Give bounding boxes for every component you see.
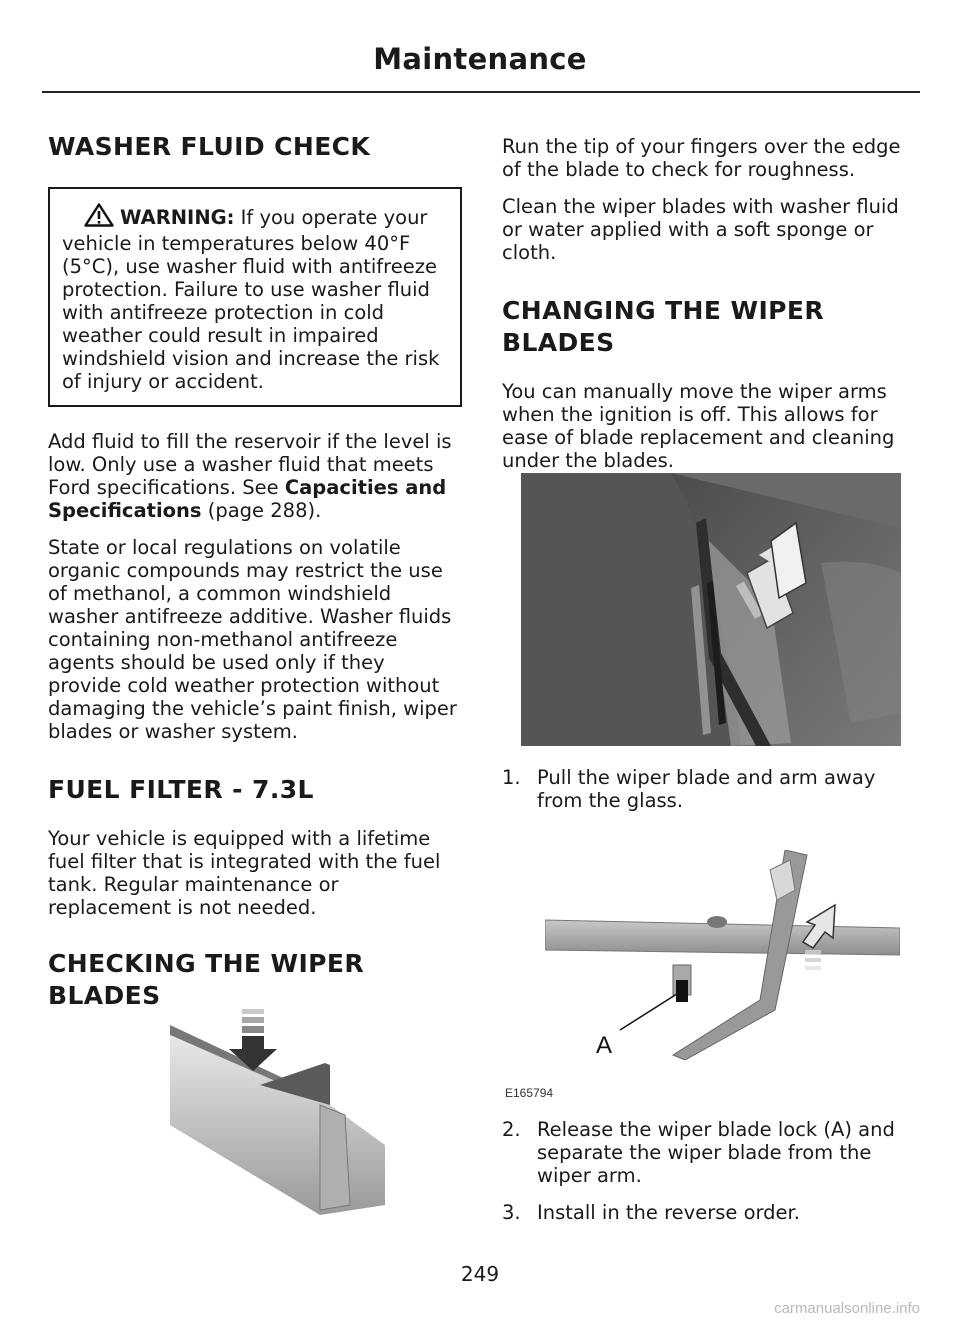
add-fluid-paragraph bbox=[48, 430, 463, 522]
capacities-link[interactable]: Capacities and Specifications bbox=[48, 476, 447, 522]
step-number: 3. bbox=[502, 1201, 521, 1224]
roughness-paragraph: Run the tip of your fingers over the edge of the blade to check for roughness. bbox=[502, 135, 901, 181]
step-text: Pull the wiper blade and arm away from the glass. bbox=[537, 766, 876, 812]
washer-fluid-heading: WASHER FLUID CHECK bbox=[48, 132, 371, 161]
fuel-filter-heading: FUEL FILTER - 7.3L bbox=[48, 775, 314, 804]
fuel-filter-paragraph: Your vehicle is equipped with a lifetime fuel filter that is integrated with the fuel tank. Regular maintenance or replacement is not needed. bbox=[48, 827, 441, 919]
title-rule bbox=[42, 91, 920, 93]
figure-id-label: E165794 bbox=[505, 1086, 554, 1100]
regulations-paragraph: State or local regulations on volatile organic compounds may restrict the use of methanol, a common windshield washer antifreeze additive. Washer fluids containing non-methanol antifreeze agents should be used only if they provide cold weather protection without damaging the vehicle’s paint finish, wiper blades or washer system. bbox=[48, 536, 457, 743]
warning-label: WARNING: bbox=[120, 206, 235, 229]
checking-heading-line1: CHECKING THE WIPER bbox=[48, 949, 365, 978]
step-item bbox=[502, 1118, 917, 1187]
step-text: Install in the reverse order. bbox=[537, 1201, 800, 1224]
warning-text: If you operate your vehicle in temperatures below 40°F (5°C), use washer fluid with antifreeze protection. Failure to use washer fluid with antifreeze protection in cold weather could result in impaired windshield vision and increase the risk of injury or accident. bbox=[62, 206, 440, 393]
callout-a-label: A bbox=[596, 1032, 613, 1059]
left-column bbox=[48, 132, 463, 1011]
changing-heading-line1: CHANGING THE WIPER bbox=[502, 296, 824, 325]
page-number: 249 bbox=[460, 1262, 500, 1286]
warning-triangle-icon bbox=[84, 203, 114, 232]
steps-2-3-block bbox=[502, 1118, 917, 1224]
step-item bbox=[502, 1201, 917, 1224]
step-item bbox=[502, 766, 917, 812]
changing-heading-line2: BLADES bbox=[502, 328, 615, 357]
clean-blades-paragraph: Clean the wiper blades with washer fluid or water applied with a soft sponge or cloth. bbox=[502, 195, 899, 264]
checking-heading-line2: BLADES bbox=[48, 981, 161, 1010]
add-fluid-text: Add fluid to fill the reservoir if the level is low. Only use a washer fluid that meets Ford specifications. See bbox=[48, 430, 452, 499]
right-column bbox=[502, 135, 917, 472]
page-title: Maintenance bbox=[373, 42, 587, 76]
wiper-blade-lock-figure bbox=[545, 850, 900, 1060]
add-fluid-suffix: (page 288). bbox=[201, 499, 322, 522]
wiper-arm-pull-figure bbox=[521, 473, 901, 746]
wiper-blade-check-figure bbox=[170, 1005, 390, 1215]
step-number: 1. bbox=[502, 766, 521, 789]
step-number: 2. bbox=[502, 1118, 521, 1141]
watermark: carmanualsonline.info bbox=[774, 1300, 920, 1317]
manual-move-paragraph: You can manually move the wiper arms when the ignition is off. This allows for ease of blade replacement and cleaning under the blades. bbox=[502, 380, 895, 472]
step-1-block bbox=[502, 766, 917, 812]
step-text: Release the wiper blade lock (A) and separate the wiper blade from the wiper arm. bbox=[537, 1118, 895, 1187]
warning-box bbox=[48, 187, 462, 407]
